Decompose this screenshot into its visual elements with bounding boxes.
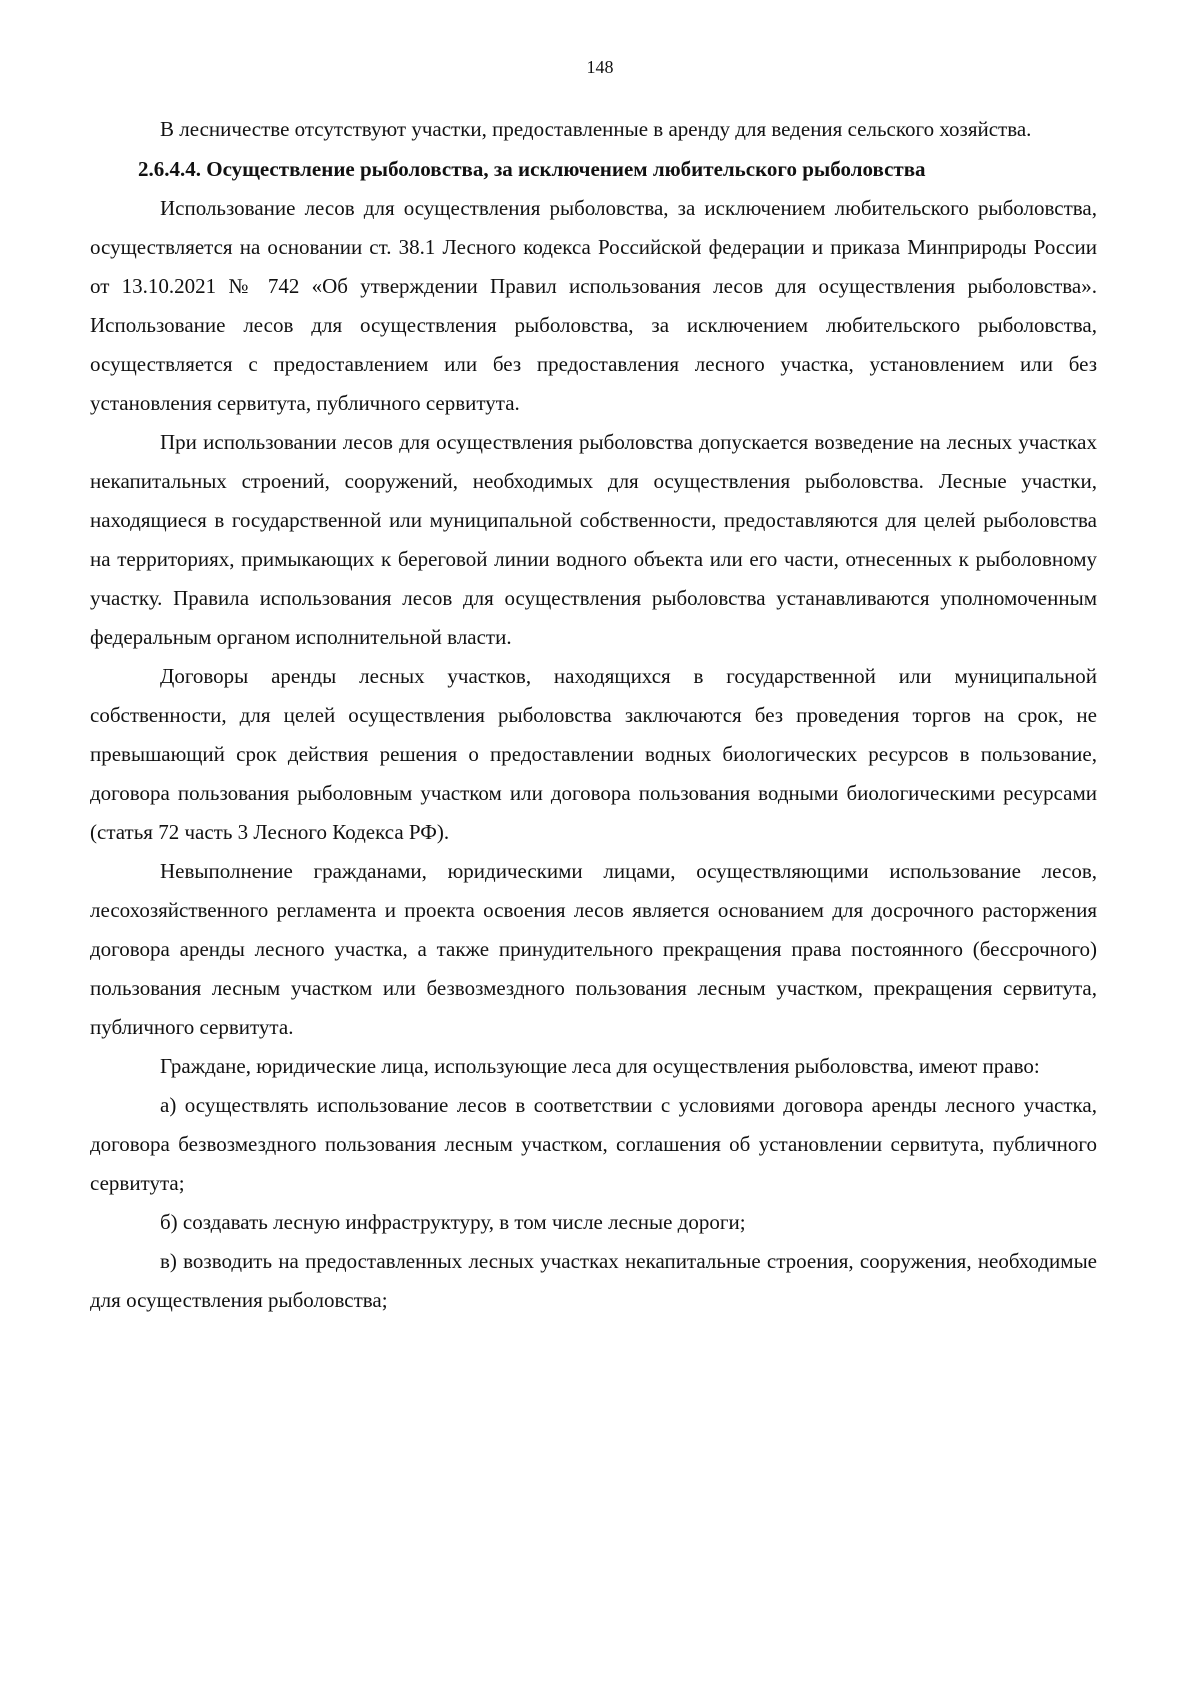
list-item-b: б) создавать лесную инфраструктуру, в том числе лесные дороги; [160,1210,746,1234]
document-body [90,110,1097,1320]
paragraph-lease-agreements: Договоры аренды лесных участков, находящихся в государственной или муниципальной собственности, для целей осуществления рыболовства заключаются без проведения торгов на срок, не превышающий срок действия решения о предоставлении водных биологических ресурсов в пользование, договора пользования рыболовным участком или договора пользования водными биологическими ресурсами (статья 72 часть 3 Лесного Кодекса РФ). [90,664,1097,844]
list-item-c: в) возводить на предоставленных лесных участках некапитальные строения, сооружения, необходимые для осуществления рыболовства; [90,1249,1097,1312]
section-heading: 2.6.4.4. Осуществление рыболовства, за исключением любительского рыболовства [138,157,926,181]
paragraph-no-agricultural-leases: В лесничестве отсутствуют участки, предоставленные в аренду для ведения сельского хозяйства. [160,117,1032,141]
paragraph-construction-allowed: При использовании лесов для осуществления рыболовства допускается возведение на лесных участках некапитальных строений, сооружений, необходимых для осуществления рыболовства. Лесные участки, находящиеся в государственной или муниципальной собственности, предоставляются для целей рыболовства на территориях, примыкающих к береговой линии водного объекта или его части, отнесенных к рыболовному участку. Правила использования лесов для осуществления рыболовства устанавливаются уполномоченным федеральным органом исполнительной власти. [90,430,1097,649]
page-number: 148 [586,57,614,77]
paragraph-legal-basis: Использование лесов для осуществления рыболовства, за исключением любительского рыболовства, осуществляется на основании ст. 38.1 Лесного кодекса Российской федерации и приказа Минприроды России от 13.10.2021 № 742 «Об утверждении Правил использования лесов для осуществления рыболовства». Использование лесов для осуществления рыболовства, за исключением любительского рыболовства, осуществляется с предоставлением или без предоставления лесного участка, установлением или без установления сервитута, публичного сервитута. [90,196,1097,415]
list-item-a: а) осуществлять использование лесов в соответствии с условиями договора аренды лесного участка, договора безвозмездного пользования лесным участком, соглашения об установлении сервитута, публичного сервитута; [90,1093,1097,1195]
paragraph-termination-grounds: Невыполнение гражданами, юридическими лицами, осуществляющими использование лесов, лесохозяйственного регламента и проекта освоения лесов является основанием для досрочного расторжения договора аренды лесного участка, а также принудительного прекращения права постоянного (бессрочного) пользования лесным участком или безвозмездного пользования лесным участком, прекращения сервитута, публичного сервитута. [90,859,1097,1039]
paragraph-rights-intro: Граждане, юридические лица, использующие леса для осуществления рыболовства, имеют право: [160,1054,1040,1078]
